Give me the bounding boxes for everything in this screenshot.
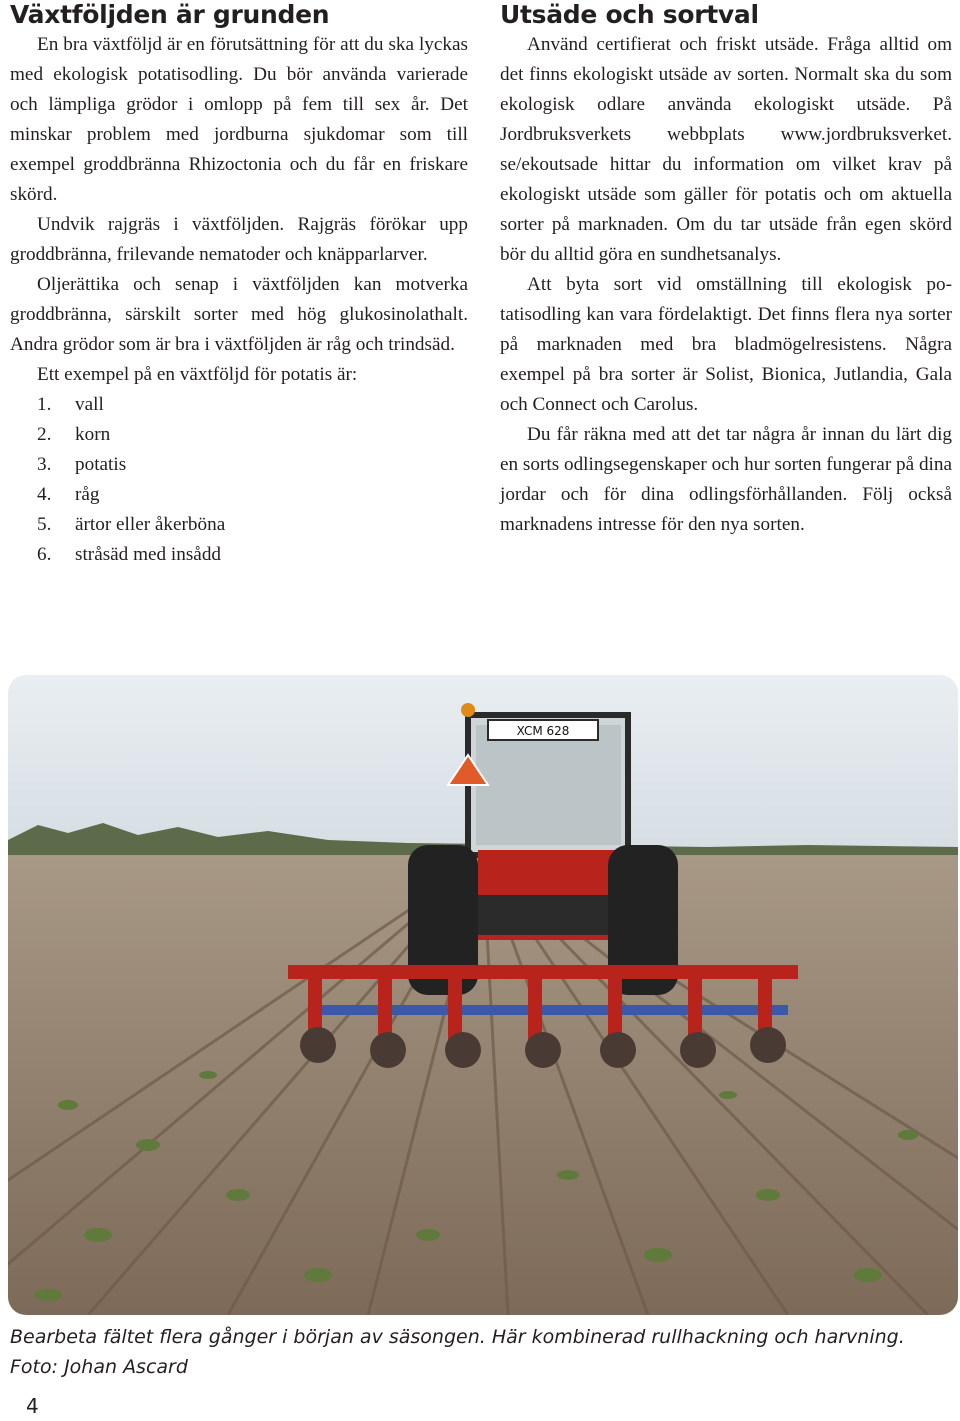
list-item	[10, 540, 468, 570]
photo-caption	[10, 1322, 950, 1382]
list-item-number: 5.	[37, 514, 52, 535]
paragraph-example-intro: Ett exempel på en växtföljd för potatis är:	[37, 364, 358, 385]
right-column	[500, 0, 952, 540]
list-item-text: vall	[75, 394, 104, 415]
paragraph-oilradish: Oljerättika och senap i växtföljden kan motverka groddbränna, särskilt sorter med hög glukosinolathalt. Andra grödor som är bra i växtföljden är råg och trindsäd.	[10, 274, 468, 355]
list-item	[10, 450, 468, 480]
page-number: 4	[26, 1394, 39, 1418]
section-heading-seed-variety: Utsäde och sortval	[500, 0, 759, 29]
caption-photo-credit: Foto: Johan Ascard	[10, 1356, 188, 1378]
tractor-field-photo	[8, 675, 958, 1315]
list-item-number: 4.	[37, 484, 52, 505]
list-item	[10, 420, 468, 450]
paragraph-certified-seed: Använd certifierat och friskt utsäde. Fråga alltid om det finns ekologiskt utsäde av sorten. Normalt ska du som ekologisk odlare använda ekologiskt utsäde. På Jordbruksverkets webbplats www.jordbruksverket. se/ekoutsade hittar du information om vilket krav på ekologiskt utsäde som gäller för potatis och om aktuella sorter på marknaden. Om du tar utsäde från egen skörd bör du alltid göra en sundhetsanalys.	[500, 34, 952, 265]
list-item-number: 3.	[37, 454, 52, 475]
left-column	[10, 0, 468, 570]
list-item	[10, 390, 468, 420]
section-heading-crop-rotation: Växtföljden är grunden	[10, 0, 330, 29]
list-item-text: korn	[75, 424, 111, 445]
list-item-text: potatis	[75, 454, 127, 475]
rotation-list	[10, 390, 468, 570]
list-item-text: ärtor eller åkerböna	[75, 514, 226, 535]
paragraph-variety-change: Att byta sort vid omställning till ekologisk potatisodling kan vara fördelaktigt. Det finns flera nya sorter på marknaden med bra bladmögelresistens. Några exempel på bra sorter är Solist, Bionica, Jutlandia, Gala och Connect och Carolus.	[500, 274, 952, 415]
list-item-text: råg	[75, 484, 100, 505]
paragraph-learning-variety: Du får räkna med att det tar några år innan du lärt dig en sorts odlingsegenskaper och hur sorten fungerar på dina jordar och för dina odlingsförhållanden. Följ också marknadens intresse för den nya sorten.	[500, 424, 952, 535]
paragraph-rotation-intro: En bra växtföljd är en förutsättning för att du ska lyckas med ekologisk potatisodling. Du bör använda varierade och lämpliga grödor i omlopp på fem till sex år. Det minskar problem med jordburna sjukdomar som till exempel groddbränna Rhizoctonia och du får en friskare skörd.	[10, 34, 468, 205]
list-item-text: stråsäd med insådd	[75, 544, 222, 565]
list-item-number: 1.	[37, 394, 52, 415]
beacon-light	[461, 703, 475, 717]
list-item-number: 6.	[37, 544, 52, 565]
list-item	[10, 510, 468, 540]
list-item-number: 2.	[37, 424, 52, 445]
list-item	[10, 480, 468, 510]
plate-text: XCM 628	[516, 724, 570, 738]
tractor-field-illustration	[8, 675, 958, 1315]
paragraph-ryegrass: Undvik rajgräs i växtföljden. Rajgräs förökar upp groddbränna, frilevande nematoder och knäpparlarver.	[10, 214, 468, 265]
caption-line-1: Bearbeta fältet flera gånger i början av säsongen. Här kombinerad rullhackning och harvning.	[10, 1326, 905, 1348]
